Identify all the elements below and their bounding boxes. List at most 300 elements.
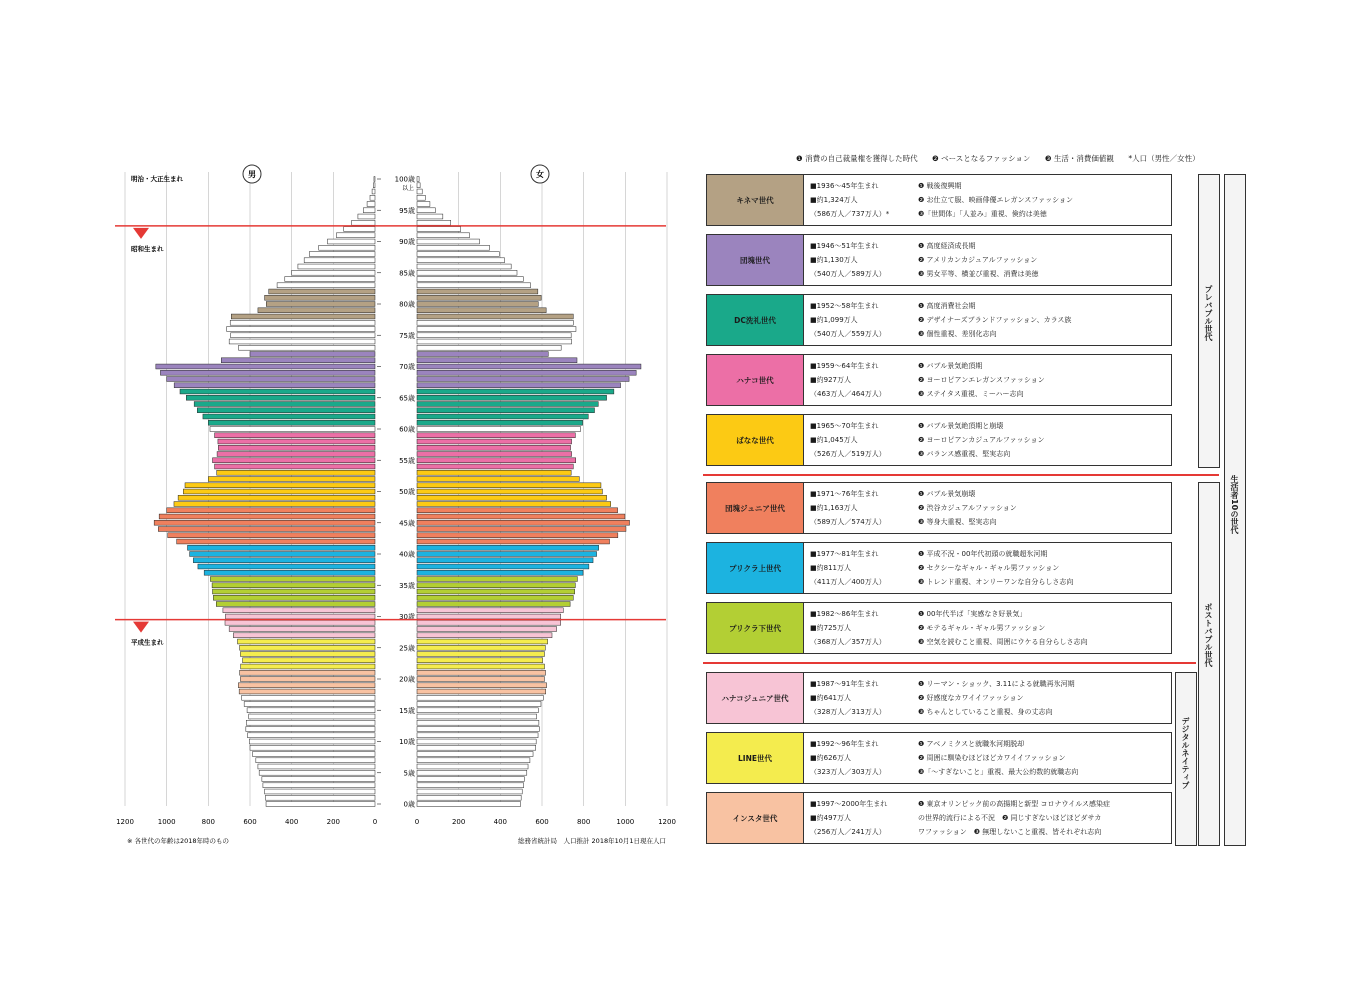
female-bar xyxy=(417,539,610,544)
male-bar xyxy=(370,195,375,200)
female-bar xyxy=(417,477,579,482)
female-bar xyxy=(417,177,419,182)
legend xyxy=(796,153,1212,164)
generation-fashion: ❷ アメリカンカジュアルファッション xyxy=(918,256,1038,264)
male-bar xyxy=(248,733,376,738)
x-tick-label-female: 1200 xyxy=(658,818,676,826)
age-label: 75歳 xyxy=(399,331,415,340)
generation-total: ■約1,324万人 xyxy=(810,196,858,204)
male-bar xyxy=(213,589,376,594)
x-tick-label-female: 200 xyxy=(451,818,466,826)
era-label: 明治・大正生まれ xyxy=(131,175,183,183)
generation-name: 団塊ジュニア世代 xyxy=(707,483,804,533)
male-bar xyxy=(216,602,375,607)
era-label: 平成生まれ xyxy=(131,638,164,647)
legend-item-1: ❶ 消費の自己裁量権を獲得した時代 xyxy=(796,154,918,163)
female-bar xyxy=(417,677,545,682)
age-label: 45歳 xyxy=(399,519,415,528)
generation-fashion: ❷ お仕立て服、映画俳優エレガンスファッション xyxy=(918,196,1074,204)
female-bar xyxy=(417,752,533,757)
male-bar xyxy=(186,395,375,400)
age-label: 40歳 xyxy=(399,550,415,559)
male-bar xyxy=(240,677,375,682)
male-bar xyxy=(269,289,375,294)
male-bar xyxy=(250,352,375,357)
generation-row xyxy=(706,414,1172,466)
generation-values: ❸ 空気を読むこと重視、周囲にウケる自分らしさ志向 xyxy=(918,638,1088,646)
female-bar xyxy=(417,514,625,519)
male-bar xyxy=(292,270,375,275)
generation-fashion: ❷ 好感度なカワイイファッション xyxy=(918,694,1024,702)
male-bar xyxy=(266,802,375,807)
age-label: 85歳 xyxy=(399,269,415,278)
male-bar xyxy=(352,220,375,225)
male-bar xyxy=(178,495,375,500)
male-bar xyxy=(372,189,375,194)
generation-total: ■約1,099万人 xyxy=(810,316,858,324)
generation-split: （411万人／400万人） xyxy=(810,578,886,586)
male-bar xyxy=(246,720,375,725)
female-bar xyxy=(417,302,538,307)
male-bar xyxy=(247,708,375,713)
female-bar xyxy=(417,483,601,488)
female-bar xyxy=(417,720,539,725)
age-label: 50歳 xyxy=(399,488,415,496)
male-bar xyxy=(263,783,375,788)
bracket-post-bubble-label: ポストバブル世代 xyxy=(1204,603,1213,667)
male-bar xyxy=(210,427,375,432)
bracket-pre-bubble xyxy=(1198,174,1220,468)
generation-split: （368万人／357万人） xyxy=(810,638,886,646)
male-bar xyxy=(298,264,375,269)
generation-split: （328万人／313万人） xyxy=(810,708,886,716)
age-label: 70歳 xyxy=(399,363,415,371)
female-bar xyxy=(417,458,576,463)
male-bar xyxy=(180,389,375,394)
generation-born: ■1992〜96年生まれ xyxy=(810,740,879,748)
age-label: 65歳 xyxy=(399,394,415,403)
era-triangle xyxy=(133,228,149,239)
male-bar xyxy=(231,314,375,319)
male-bar xyxy=(265,795,375,800)
female-bar xyxy=(417,358,577,363)
generation-era: ❶ 00年代半ば「実感なき好景気」 xyxy=(918,610,1027,618)
note-left: ※ 各世代の年齢は2018年時のもの xyxy=(127,837,230,845)
generation-total: ■約927万人 xyxy=(810,376,851,384)
male-bar xyxy=(221,358,375,363)
female-bar xyxy=(417,633,552,638)
generation-era: ❶ 高度消費社会期 xyxy=(918,302,976,310)
x-tick-label-female: 1000 xyxy=(616,818,635,826)
generation-born: ■1952〜58年生まれ xyxy=(810,302,879,310)
generation-born: ■1997〜2000年生まれ xyxy=(810,800,888,808)
female-bar xyxy=(417,220,451,225)
female-bar xyxy=(417,545,599,550)
note-right: 総務省統計局 人口推計 2018年10月1日現在人口 xyxy=(517,837,666,845)
female-bar xyxy=(417,620,561,625)
female-bar xyxy=(417,227,461,232)
male-bar xyxy=(244,702,375,707)
generation-values: ❸ 等身大重視、堅実志向 xyxy=(918,518,997,526)
male-bar xyxy=(336,233,375,238)
age-label: 15歳 xyxy=(399,706,415,715)
female-bar xyxy=(417,608,563,613)
female-bar xyxy=(417,533,618,538)
bracket-life-value xyxy=(1224,174,1246,846)
female-bar xyxy=(417,527,626,532)
generation-fashion-cont: の世界的流行による不況 ❷ 同じすぎないほどほどダサカ xyxy=(918,814,1102,822)
female-bar xyxy=(417,327,576,332)
generation-values: ❸ トレンド重視、オンリーワンな自分らしさ志向 xyxy=(918,578,1074,586)
generation-born: ■1946〜51年生まれ xyxy=(810,242,879,250)
female-bar xyxy=(417,664,545,669)
bracket-pre-bubble-label: プレバブル世代 xyxy=(1204,285,1213,341)
female-bar xyxy=(417,764,528,769)
generation-born: ■1982〜86年生まれ xyxy=(810,610,879,618)
age-label: 25歳 xyxy=(399,644,415,653)
generation-values: ❸「〜すぎないこと」重視、最大公約数的就職志向 xyxy=(918,768,1079,776)
male-bar xyxy=(258,764,375,769)
generation-name: DC洗礼世代 xyxy=(707,295,804,345)
female-bar xyxy=(417,270,517,275)
generation-total: ■約1,045万人 xyxy=(810,436,858,444)
male-bar xyxy=(160,370,375,375)
generation-name: インスタ世代 xyxy=(707,793,804,843)
female-bar xyxy=(417,627,557,632)
generation-values: ❸ ちゃんとしていること重視、身の丈志向 xyxy=(918,708,1053,716)
male-bar xyxy=(223,608,375,613)
female-bar xyxy=(417,502,611,507)
female-bar xyxy=(417,652,545,657)
x-tick-label-male: 800 xyxy=(201,818,216,826)
male-bar xyxy=(240,652,375,657)
male-bar xyxy=(238,683,375,688)
female-bar xyxy=(417,208,435,213)
male-bar xyxy=(210,577,375,582)
age-label: 20歳 xyxy=(399,675,415,684)
male-bar xyxy=(168,533,375,538)
female-bar xyxy=(417,352,548,357)
female-bar xyxy=(417,183,420,188)
male-bar xyxy=(240,670,375,675)
female-bar xyxy=(417,427,581,432)
x-tick-label-female: 800 xyxy=(576,818,591,826)
male-bar xyxy=(215,433,375,438)
female-bar xyxy=(417,189,422,194)
female-bar xyxy=(417,239,480,244)
generation-row xyxy=(706,234,1172,286)
female-bar xyxy=(417,414,588,419)
female-bar xyxy=(417,420,583,425)
female-bar xyxy=(417,770,527,775)
male-bar xyxy=(239,345,375,350)
female-bar xyxy=(417,245,490,250)
generation-row xyxy=(706,294,1172,346)
generation-born: ■1977〜81年生まれ xyxy=(810,550,879,558)
generation-era: ❶ 東京オリンピック前の高揚期と新型 コロナウイルス感染症 xyxy=(918,800,1111,808)
male-bar xyxy=(229,627,375,632)
generation-name: ハナコジュニア世代 xyxy=(707,673,804,723)
male-bar xyxy=(242,695,375,700)
female-bar xyxy=(417,733,538,738)
female-bar xyxy=(417,470,571,475)
x-tick-label-male: 200 xyxy=(326,818,341,826)
generation-fashion: ❷ 渋谷カジュアルファッション xyxy=(918,504,1017,512)
female-bar xyxy=(417,739,536,744)
male-bar xyxy=(319,245,375,250)
female-bar xyxy=(417,577,577,582)
female-bar xyxy=(417,370,636,375)
female-bar xyxy=(417,264,511,269)
generation-born: ■1959〜64年生まれ xyxy=(810,362,879,370)
generation-era: ❶ アベノミクスと就職氷河期脱却 xyxy=(918,740,1025,748)
female-bar xyxy=(417,345,561,350)
female-bar xyxy=(417,195,425,200)
generation-total: ■約1,163万人 xyxy=(810,504,858,512)
male-bar xyxy=(208,477,375,482)
male-bar xyxy=(198,564,375,569)
female-bar xyxy=(417,439,572,444)
female-bar xyxy=(417,795,521,800)
male-bar xyxy=(266,302,375,307)
age-label: 90歳 xyxy=(399,238,415,246)
generation-row xyxy=(706,672,1172,724)
x-tick-label-male: 1000 xyxy=(157,818,176,826)
generation-fashion: ❷ デザイナーズブランドファッション、カラス族 xyxy=(918,316,1072,324)
generation-born: ■1971〜76年生まれ xyxy=(810,490,879,498)
female-bar xyxy=(417,495,607,500)
generation-born: ■1987〜91年生まれ xyxy=(810,680,879,688)
female-bar xyxy=(417,702,541,707)
female-bar xyxy=(417,695,543,700)
age-label: 55歳 xyxy=(399,456,415,465)
female-bar xyxy=(417,520,630,525)
generation-name: LINE世代 xyxy=(707,733,804,783)
age-label: 5歳 xyxy=(403,769,415,778)
generation-split: （586万人／737万人）* xyxy=(810,210,890,218)
male-bar xyxy=(367,202,375,207)
generation-split: （256万人／241万人） xyxy=(810,828,886,836)
generation-name: キネマ世代 xyxy=(707,175,804,225)
male-bar xyxy=(277,283,375,288)
male-bar xyxy=(194,402,375,407)
generation-row xyxy=(706,542,1172,594)
generation-values: ❸ ステイタス重視、ミーハー志向 xyxy=(918,390,1024,398)
female-bar xyxy=(417,395,607,400)
male-bar xyxy=(328,239,376,244)
male-bar xyxy=(246,727,375,732)
generation-total: ■約497万人 xyxy=(810,814,851,822)
age-label: 60歳 xyxy=(399,425,415,434)
x-tick-label-male: 1200 xyxy=(116,818,134,826)
male-bar xyxy=(167,377,375,382)
male-bar xyxy=(208,420,375,425)
x-tick-label-female: 0 xyxy=(414,818,420,826)
generation-total: ■約641万人 xyxy=(810,694,851,702)
male-bar xyxy=(231,333,375,338)
male-bar xyxy=(193,558,375,563)
x-tick-label-female: 600 xyxy=(535,818,549,826)
female-bar xyxy=(417,283,531,288)
female-bar xyxy=(417,333,571,338)
age-label: 30歳 xyxy=(399,613,415,621)
generation-split: （463万人／464万人） xyxy=(810,390,886,398)
generation-values: ❸ 個性重視、差別化志向 xyxy=(918,330,997,338)
age-100-plus-note: 以上 xyxy=(402,185,415,192)
male-bar xyxy=(259,770,375,775)
female-bar xyxy=(417,308,546,313)
female-bar xyxy=(417,639,548,644)
generation-name: プリクラ下世代 xyxy=(707,603,804,653)
male-bar xyxy=(249,739,375,744)
bracket-digital-native xyxy=(1175,672,1197,846)
bracket-life-value-label: 生活者10の世代 xyxy=(1230,475,1239,535)
generation-born: ■1936〜45年生まれ xyxy=(810,182,879,190)
generation-name: ハナコ世代 xyxy=(707,355,804,405)
male-bar xyxy=(239,689,375,694)
legend-item-3: ❸ 生活・消費価値観 xyxy=(1044,154,1114,163)
x-tick-label-male: 400 xyxy=(284,818,299,826)
male-bar xyxy=(225,614,375,619)
generation-name: ばなな世代 xyxy=(707,415,804,465)
generation-values: ❸ 男女平等、横並び重視、消費は美徳 xyxy=(918,270,1039,278)
male-bar xyxy=(174,383,375,388)
male-bar xyxy=(243,658,376,663)
female-bars xyxy=(417,177,641,807)
female-bar xyxy=(417,408,595,413)
generation-split: （323万人／303万人） xyxy=(810,768,886,776)
male-bar xyxy=(188,545,376,550)
female-bar xyxy=(417,314,573,319)
female-bar xyxy=(417,289,538,294)
male-bar xyxy=(258,308,375,313)
female-label: 女 xyxy=(536,170,544,179)
male-bar xyxy=(217,470,375,475)
male-bar xyxy=(212,583,375,588)
generation-era: ❶ バブル景気絶頂期と崩壊 xyxy=(918,422,1004,430)
female-bar xyxy=(417,670,546,675)
male-bar xyxy=(229,339,375,344)
male-bar xyxy=(238,639,376,644)
generation-row xyxy=(706,602,1172,654)
female-bar xyxy=(417,214,443,219)
male-bar xyxy=(225,620,375,625)
female-bar xyxy=(417,377,629,382)
x-tick-label-male: 0 xyxy=(372,818,378,826)
female-bar xyxy=(417,452,572,457)
generation-era: ❶ 高度経済成長期 xyxy=(918,242,976,250)
female-bar xyxy=(417,689,546,694)
female-bar xyxy=(417,802,521,807)
female-bar xyxy=(417,658,543,663)
male-bar xyxy=(185,483,375,488)
male-bar xyxy=(373,183,375,188)
male-bar xyxy=(167,508,375,513)
male-bar xyxy=(213,595,375,600)
age-label: 100歳 xyxy=(394,175,415,184)
female-bar xyxy=(417,708,538,713)
male-bar xyxy=(215,464,375,469)
male-bar xyxy=(363,208,375,213)
female-bar xyxy=(417,389,614,394)
generation-values-cont: ワファッション ❸ 無理しないこと重視、皆それぞれ志向 xyxy=(918,828,1102,836)
x-axis xyxy=(116,818,676,826)
female-bar xyxy=(417,252,499,257)
female-bar xyxy=(417,583,575,588)
generation-fashion: ❷ ヨーロピアンカジュアルファッション xyxy=(918,436,1045,444)
generation-total: ■約725万人 xyxy=(810,624,851,632)
male-bar xyxy=(158,527,375,532)
generation-split: （526万人／519万人） xyxy=(810,450,886,458)
female-bar xyxy=(417,202,430,207)
female-bar xyxy=(417,489,602,494)
generation-split: （540万人／589万人） xyxy=(810,270,886,278)
female-bar xyxy=(417,589,575,594)
generation-row xyxy=(706,354,1172,406)
male-bar xyxy=(250,745,375,750)
generation-row xyxy=(706,732,1172,784)
male-bar xyxy=(203,414,375,419)
female-bar xyxy=(417,320,573,325)
female-bar xyxy=(417,614,561,619)
legend-item-4: *人口（男性／女性） xyxy=(1128,154,1200,163)
male-bar xyxy=(265,789,375,794)
female-bar xyxy=(417,364,641,369)
male-bar xyxy=(240,645,375,650)
female-bar xyxy=(417,433,575,438)
female-bar xyxy=(417,277,523,282)
digital-divider xyxy=(703,662,1196,664)
x-tick-label-male: 600 xyxy=(243,818,257,826)
generation-values: ❸「世間体」「人並み」重視、倹約は美徳 xyxy=(918,210,1047,218)
x-tick-label-female: 400 xyxy=(493,818,508,826)
female-bar xyxy=(417,645,545,650)
generation-fashion: ❷ ヨーロピアンエレガンスファッション xyxy=(918,376,1045,384)
male-bar xyxy=(183,489,375,494)
male-bar xyxy=(230,320,375,325)
male-bar xyxy=(358,214,375,219)
male-bar xyxy=(218,445,375,450)
generation-values: ❸ バランス感重視、堅実志向 xyxy=(918,450,1011,458)
male-bar xyxy=(253,752,376,757)
male-bar xyxy=(213,458,376,463)
generation-row xyxy=(706,482,1172,534)
male-bar xyxy=(285,277,375,282)
female-bar xyxy=(417,233,470,238)
generation-split: （589万人／574万人） xyxy=(810,518,886,526)
generation-name: プリクラ上世代 xyxy=(707,543,804,593)
male-bar xyxy=(304,258,375,263)
generation-fashion: ❷ モテるギャル・ギャル男ファッション xyxy=(918,624,1046,632)
generation-born: ■1965〜70年生まれ xyxy=(810,422,879,430)
female-bar xyxy=(417,602,570,607)
male-bar xyxy=(217,452,375,457)
male-bar xyxy=(344,227,375,232)
generation-era: ❶ 戦後復興期 xyxy=(918,182,962,190)
male-bar xyxy=(174,502,375,507)
generation-fashion: ❷ セクシーなギャル・ギャル男ファッション xyxy=(918,564,1060,572)
generation-total: ■約626万人 xyxy=(810,754,851,762)
male-bar xyxy=(374,177,375,182)
bracket-post-bubble xyxy=(1198,482,1220,846)
male-bar xyxy=(309,252,375,257)
male-bars xyxy=(154,177,375,807)
legend-item-2: ❷ ベースとなるファッション xyxy=(932,154,1031,163)
female-bar xyxy=(417,383,621,388)
era-triangle xyxy=(133,622,149,633)
male-bar xyxy=(256,758,375,763)
age-label: 80歳 xyxy=(399,300,415,309)
